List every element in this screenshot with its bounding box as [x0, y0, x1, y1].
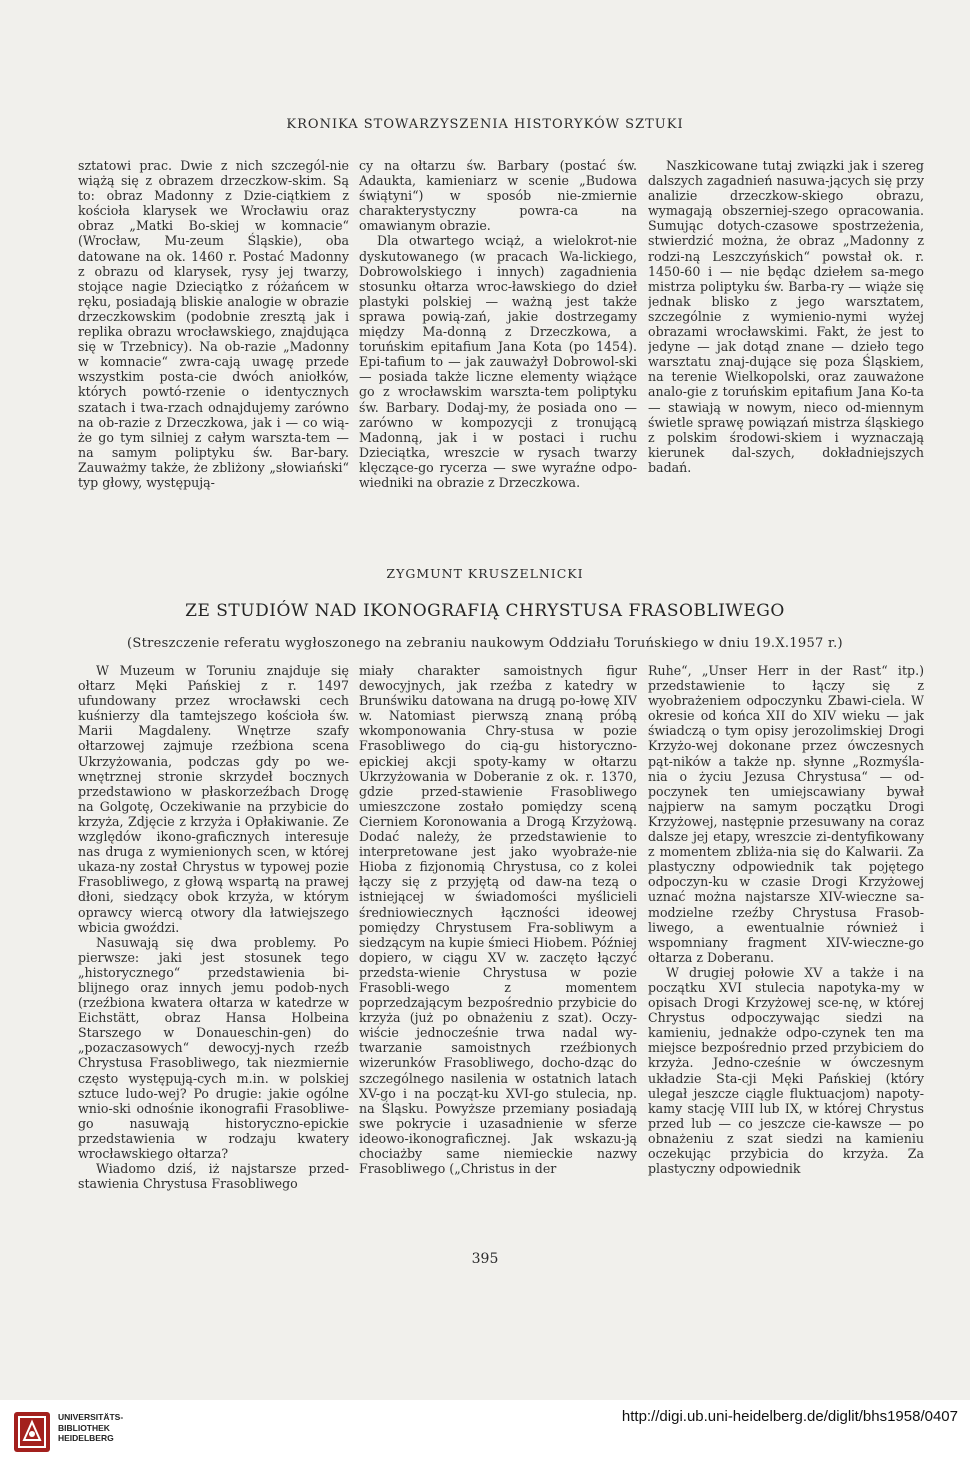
paragraph: cy na ołtarzu św. Barbary (postać św. Adaukta, kamieniarz w scenie „Budowa świątyni“) w sposób nie-zmiernie charakterystyczny powra-ca na omawianym obrazie. [359, 158, 637, 234]
article-column-1 [78, 663, 349, 1243]
paragraph: miały charakter samoistnych figur dewocyjnych, jak rzeźba z katedry w Brunświku datowana na drugą po-łowę XIV w. Natomiast pierwszą znaną próbą wkomponowania Chry-stusa w pozie Frasobliwego do cią-gu historyczno-epickiej akcji spoty-kamy w ołtarzu Ukrzyżowania w Doberanie z ok. r. 1370, gdzie przed-stawienie Frasobliwego umieszczone zostało pomiędzy sceną Cierniem Koronowania a Drogą Krzyżową. Dodać należy, że przedstawienie to interpretowane jest jako wyobraże-nie Hioba z fizjonomią Chrystusa, co z kolei łączy się z przyjętą od daw-na tezą o istniejącej w świadomości myślicieli średniowiecznych łączności ideowej pomiędzy Chrystusem Fra-sobliwym a siedzącym na kupie śmieci Hiobem. Później dopiero, w ciągu XV w. zaczęto łączyć przedsta-wienie Chrystusa w pozie Frasobli-wego z momentem poprzedzającym bezpośrednio przybicie do krzyża (już po obnażeniu z szat). Oczy-wiście jednocześnie trwa nadal wy-twarzanie samoistnych rzeźbionych wizerunków Frasobliwego, docho-dząc do szczególnego nasilenia w ostatnich latach XV-go i na począt-ku XVI-go stulecia, np. na Śląsku. Powyższe przemiany posiadają swe pokrycie i uzasadnienie w sferze ideowo-ikonograficznej. Jak wskazu-ją chociażby same niemieckie nazwy Frasobliwego („Christus in der [359, 663, 637, 1177]
library-name [58, 1412, 123, 1444]
source-url-link[interactable]: http://digi.ub.uni-heidelberg.de/diglit/bhs1958/0407 [621, 1408, 958, 1425]
article-title: ZE STUDIÓW NAD IKONOGRAFIĄ CHRYSTUSA FRASOBLIWEGO [185, 601, 785, 621]
paragraph: Ruhe“, „Unser Herr in der Rast“ itp.) przedstawienie to łączy się z wyobrażeniem odpoczynku Zbawi-ciela. W okresie od końca XII do XIV wieku — jak świadczą o tym opisy jerozolimskiej Drogi Krzyżo-wej dokonane przez ówczesnych pąt-ników a także np. słynne „Rozmyśla-nia o życiu Jezusa Chrystusa“ — od-poczynek ten umiejscawiany bywał najpierw na samym początku Drogi Krzyżowej, następnie przesuwany na coraz dalsze jej etapy, wreszcie zi-dentyfikowany z momentem zbliża-nia się do Kalwarii. Za plastyczny odpowiednik tak pojętego odpoczyn-ku w czasie Drogi Krzyżowej uznać można najstarsze XIV-wieczne sa-modzielne rzeźby Chrystusa Frasob-liwego, a ewentualnie również i wspomniany fragment XIV-wieczne-go ołtarza z Doberanu. [648, 663, 924, 965]
library-name-line: HEIDELBERG [58, 1433, 114, 1443]
footer-bar [0, 1400, 970, 1465]
paragraph: Nasuwają się dwa problemy. Po pierwsze: jaki jest stosunek tego „historycznego“ przedstawienia bi-blijnego oraz innych jemu podob-nych (rzeźbiona kwatera ołtarza w katedrze w Eichstätt, obraz Hansa Holbeina Starszego w Donaueschin-gen) do „pozaczasowych“ dewocyj-nych rzeźb Chrystusa Frasobliwego, tak niezmiernie często występują-cych m.in. w polskiej sztuce ludo-wej? Po drugie: jakie ogólne wnio-ski odnośnie ikonografii Frasobliwe-go nasuwają historyczno-epickie przedstawienia w rodzaju kwatery wrocławskiego ołtarza? [78, 934, 349, 1161]
article-subtitle: (Streszczenie referatu wygłoszonego na zebraniu naukowym Oddziału Toruńskiego w dniu 19.X.1957 r.) [127, 636, 843, 651]
top-column-1 [78, 158, 349, 538]
top-column-3 [648, 158, 924, 538]
running-head: KRONIKA STOWARZYSZENIA HISTORYKÓW SZTUKI [286, 117, 684, 132]
page-number: 395 [471, 1251, 499, 1267]
top-column-2 [359, 158, 637, 538]
paragraph: Wiadomo dziś, iż najstarsze przed-stawienia Chrystusa Frasobliwego [78, 1161, 349, 1192]
library-name-line: UNIVERSITÄTS- [58, 1412, 124, 1422]
library-name-line: BIBLIOTHEK [58, 1422, 110, 1433]
paragraph: W Muzeum w Toruniu znajduje się ołtarz Męki Pańskiej z r. 1497 ufundowany przez wrocławski cech kuśnierzy dla tamtejszego kościoła św. Marii Magdaleny. Wnętrze szafy ołtarzowej zajmuje rzeźbiona scena Ukrzyżowania, podczas gdy po we-wnętrznej stronie skrzydeł bocznych przedstawiono w płaskorzeźbach Drogę na Golgotę, Oczekiwanie na przybicie do krzyża, Zdjęcie z krzyża i Opłakiwanie. Ze względów ikono-graficznych interesuje nas druga z wymienionych scen, w której ukaza-ny został Chrystus w typowej pozie Frasobliwego, z głową wspartą na prawej dłoni, siedzący obok krzyża, w którym oprawcy wiercą otwory dla łatwiejszego wbicia gwoździ. [78, 663, 349, 935]
article-column-3 [648, 663, 924, 1243]
paragraph: Dla otwartego wciąż, a wielokrot-nie dyskutowanego (w pracach Wa-lickiego, Dobrowolskiego i innych) zagadnienia stosunku ołtarza wroc-ławskiego do dzieł plastyki polskiej — ważną jest także sprawa powią-zań, jakie dostrzegamy między Ma-donną z Drzeczkowa, a toruńskim epitafium Jana Kota (po 1454). Epi-tafium to — jak zauważył Dobrowol-ski — posiada także liczne elementy wiążące go z wrocławskim warszta-tem poliptyku św. Barbary. Dodaj-my, że posiada ono — zarówno w kompozycji z tronującą Madonną, jak i w postaci i ruchu Dzieciątka, wreszcie w rysach twarzy klęczące-go rycerza — swe wyraźne odpo-wiedniki na obrazie z Drzeczkowa. [359, 233, 637, 490]
university-seal-icon [12, 1410, 52, 1454]
paragraph: Naszkicowane tutaj związki jak i szereg dalszych zagadnień nasuwa-jących się przy analizie drzeczkow-skiego obrazu, wymagają obszerniej-szego opracowania. Sumując dotych-czasowe spostrzeżenia, stwierdzić można, że obraz „Madonny z rodzi-ną Leszczyńskich“ powstał ok. r. 1450-60 i — nie będąc dziełem sa-mego mistrza poliptyku św. Barba-ry — wiąże się jednak blisko z jego warsztatem, szczególnie z wymienio-nymi wyżej obrazami wrocławskimi. Fakt, że jest to jedyne — jak dotąd znane — dzieło tego warsztatu znaj-dujące się poza Śląskiem, na terenie Wielkopolski, oraz zauważone analo-gie z toruńskim epitafium Jana Ko-ta — stawiają w nowym, nieco od-miennym świetle sprawę powiązań mistrza śląskiego z polskim środowi-skiem i wyznaczają kierunek dal-szych, dokładniejszych badań. [648, 158, 924, 475]
article-author: ZYGMUNT KRUSZELNICKI [386, 566, 584, 581]
paragraph: sztatowi prac. Dwie z nich szczegól-nie wiążą się z obrazem drzeczkow-skim. Są to: obraz Madonny z Dzie-ciątkiem z kościoła klarysek we Wrocławiu oraz obraz „Matki Bo-skiej w komnacie“ (Wrocław, Mu-zeum Śląskie), oba datowane na ok. 1460 r. Postać Madonny z obrazu od klarysek, rysy jej twarzy, stojące nagie Dzieciątko z różańcem w ręku, posiadają bliskie analogie w obrazie drzeczkowskim (podobnie zresztą jak i replika obrazu wrocławskiego, znajdująca się w Trzebnicy). Na ob-razie „Madonny w komnacie“ zwra-cają uwagę przede wszystkim posta-cie dwóch aniołków, których powtó-rzenie o identycznych szatach i twa-rzach odnajdujemy zarówno na ob-razie z Drzeczkowa, jak i — co wią-że go tym silniej z całym warszta-tem — na samym poliptyku św. Bar-bary. Zauważmy także, że zbliżony „słowiański“ typ głowy, występują- [78, 158, 349, 490]
paragraph: W drugiej połowie XV a także i na początku XVI stulecia napotyka-my w opisach Drogi Krzyżowej sce-nę, w której Chrystus odpoczywając siedzi na kamieniu, jednakże odpo-czynek ten ma miejsce bezpośrednio przed przybiciem do krzyża. Jedno-cześnie w ówczesnym układzie Sta-cji Męki Pańskiej (który ulegał jeszcze ciągle fluktuacjom) napoty-kamy stację VIII lub IX, w której Chrystus przed lub — co jeszcze cie-kawsze — po obnażeniu z szat siedzi na kamieniu oczekując przybicia do krzyża. Za plastyczny odpowiednik [648, 964, 924, 1177]
article-column-2 [359, 663, 637, 1243]
